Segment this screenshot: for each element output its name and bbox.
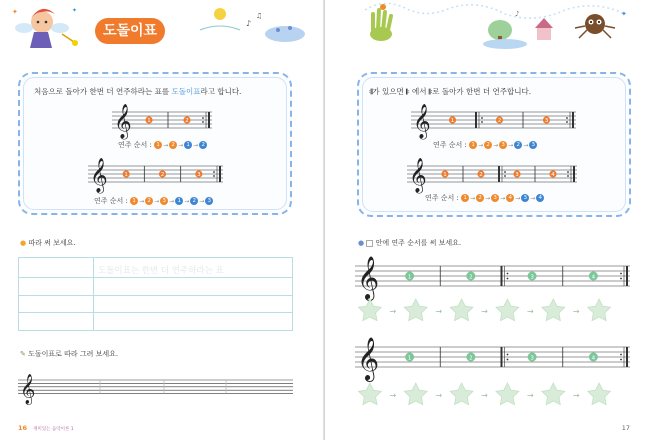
repeat-text <box>369 86 531 97</box>
measure-number-label: 2 <box>160 171 165 178</box>
repeat-dot <box>620 273 622 275</box>
write-title: 따라 써 보세요. <box>28 239 76 247</box>
arrow-icon: → <box>199 198 205 205</box>
measure-number-label: 2 <box>469 274 473 281</box>
repeat-dot <box>481 117 483 119</box>
start-repeat-sign-icon: 𝄆 <box>406 88 410 96</box>
left-page-footer <box>18 424 74 432</box>
order-step: 2 <box>514 141 522 149</box>
arrow-icon: → <box>526 307 534 316</box>
repeat-dot <box>504 175 506 177</box>
drawing-staff[interactable] <box>18 370 293 405</box>
measure-number-label: 2 <box>185 117 189 124</box>
measure-number-label: 1 <box>443 171 447 178</box>
right-header-decoration <box>325 0 650 52</box>
order-label: 연주 순서 : <box>425 194 462 202</box>
measure-number-label: 3 <box>530 355 534 362</box>
arrow-icon: → <box>178 142 184 149</box>
answer-star[interactable] <box>359 383 382 405</box>
answer-star[interactable] <box>450 299 473 321</box>
order-step: 4 <box>506 194 514 202</box>
order-step: 3 <box>521 194 529 202</box>
left-order-2 <box>94 196 213 206</box>
measure-number-label: 1 <box>407 274 412 281</box>
draw-section-title <box>20 349 118 359</box>
svg-text:♪: ♪ <box>246 19 252 28</box>
measure-number-label: 2 <box>469 355 473 362</box>
right-order-1 <box>433 140 537 150</box>
repeat-dot <box>620 354 622 356</box>
answer-star[interactable] <box>542 383 565 405</box>
order-step: 3 <box>160 197 168 205</box>
repeat-dot <box>566 117 568 119</box>
answer-star[interactable] <box>496 383 519 405</box>
right-staff-2 <box>407 158 577 194</box>
write-section-title <box>20 238 76 248</box>
arrow-icon: → <box>500 195 506 202</box>
arrow-icon: → <box>389 307 397 316</box>
order-step: 2 <box>476 194 484 202</box>
exercise-staff-1 <box>355 255 630 299</box>
arrow-icon: → <box>485 195 491 202</box>
answer-star[interactable] <box>359 299 382 321</box>
measure-number-label: 1 <box>147 117 151 124</box>
definition-text <box>34 86 241 97</box>
treble-clef-icon: 𝄞 <box>20 374 36 405</box>
arrow-icon: → <box>530 195 536 202</box>
measure-number-label: 4 <box>591 355 596 362</box>
exercise-title: 안에 연주 순서를 써 보세요. <box>375 239 462 247</box>
writing-grid[interactable] <box>18 257 293 331</box>
smiley-icon: ● <box>20 239 27 247</box>
order-step: 2 <box>199 141 207 149</box>
draw-title: 도돌이표로 따라 그려 보세요. <box>28 350 119 358</box>
repeat-intro-after: 로 돌아가 한번 더 연주합니다. <box>432 87 532 96</box>
answer-star[interactable] <box>588 299 611 321</box>
measure-number-label: 4 <box>591 274 596 281</box>
arrow-icon: → <box>508 142 514 149</box>
arrow-icon: → <box>163 142 169 149</box>
order-step: 1 <box>184 141 192 149</box>
repeat-dot <box>566 121 568 123</box>
left-order-1 <box>118 140 207 150</box>
left-staff-2 <box>88 158 223 194</box>
order-step: 1 <box>461 194 469 202</box>
right-order-2 <box>425 193 544 203</box>
end-repeat-sign-icon: 𝄇 <box>369 88 373 96</box>
order-step: 2 <box>145 197 153 205</box>
measure-number-label: 3 <box>530 274 534 281</box>
intro-before: 처음으로 돌아가 한번 더 연주하라는 표를 <box>34 87 172 96</box>
order-step: 4 <box>536 194 544 202</box>
exercise-section-title <box>358 238 461 248</box>
arrow-icon: → <box>481 391 488 400</box>
repeat-dot <box>567 175 569 177</box>
repeat-dot <box>567 171 569 173</box>
treble-clef-icon: 𝄞 <box>413 104 431 140</box>
repeat-dot <box>213 175 215 177</box>
order-step: 2 <box>190 197 198 205</box>
treble-clef-icon: 𝄞 <box>409 158 427 194</box>
repeat-dot <box>202 117 204 119</box>
measure-number-label: 2 <box>497 117 502 124</box>
answer-box-icon <box>366 240 373 247</box>
order-step: 1 <box>130 197 138 205</box>
book-title-footer: 재미있는 음악이론 1 <box>33 427 74 432</box>
order-step: 2 <box>484 141 492 149</box>
arrow-icon: → <box>493 142 499 149</box>
order-step: 1 <box>469 141 477 149</box>
arrow-icon: → <box>526 391 534 400</box>
arrow-icon: → <box>572 391 580 400</box>
answer-star[interactable] <box>542 299 565 321</box>
exercise-staff-2 <box>355 336 630 380</box>
left-page-number: 16 <box>18 424 28 432</box>
measure-number-label: 3 <box>197 171 201 178</box>
arrow-icon: → <box>154 198 160 205</box>
svg-text:✦: ✦ <box>72 7 78 14</box>
measure-number-label: 2 <box>479 171 483 178</box>
intro-after: 라고 합니다. <box>200 87 242 96</box>
right-staff-1 <box>411 104 576 140</box>
treble-clef-icon: 𝄞 <box>90 158 108 194</box>
answer-star[interactable] <box>404 383 427 405</box>
repeat-intro-before: 가 있으면 <box>372 87 407 96</box>
order-label: 연주 순서 : <box>94 197 131 205</box>
svg-text:✦: ✦ <box>621 10 627 18</box>
arrow-icon: → <box>193 142 199 149</box>
arrow-icon: → <box>435 307 443 316</box>
order-step: 1 <box>154 141 162 149</box>
measure-number-label: 3 <box>515 171 519 178</box>
repeat-dot <box>507 278 509 280</box>
order-step: 2 <box>169 141 177 149</box>
measure-number-label: 3 <box>544 117 549 124</box>
repeat-dot <box>620 278 622 280</box>
answer-star[interactable] <box>404 299 427 321</box>
measure-number-label: 4 <box>551 171 555 178</box>
answer-stars-row-2[interactable] <box>355 380 630 410</box>
arrow-icon: → <box>389 391 397 400</box>
svg-text:♪: ♪ <box>515 10 520 18</box>
repeat-dot <box>507 273 509 275</box>
arrow-icon: → <box>481 307 488 316</box>
repeat-dot <box>213 171 215 173</box>
answer-stars-row-1[interactable] <box>355 296 630 326</box>
arrow-icon: → <box>169 198 175 205</box>
arrow-icon: → <box>184 198 190 205</box>
treble-clef-icon: 𝄞 <box>357 336 380 380</box>
answer-star[interactable] <box>450 383 473 405</box>
treble-clef-icon: 𝄞 <box>357 255 380 299</box>
arrow-icon: → <box>470 195 476 202</box>
arrow-icon: → <box>435 391 443 400</box>
order-step: 3 <box>499 141 507 149</box>
order-label: 연주 순서 : <box>433 141 470 149</box>
order-step: 3 <box>491 194 499 202</box>
table-watermark: 도돌이표는 한번 더 연주하라는 표 <box>98 266 224 276</box>
repeat-dot <box>202 121 204 123</box>
arrow-icon: → <box>572 307 580 316</box>
svg-text:✦: ✦ <box>12 8 18 16</box>
repeat-dot <box>507 359 509 361</box>
left-header-doodle <box>190 0 310 50</box>
order-step: 3 <box>205 197 213 205</box>
repeat-dot <box>504 171 506 173</box>
mascot-icon: ● <box>358 239 365 247</box>
intro-term: 도돌이표 <box>171 87 201 96</box>
right-page-number: 17 <box>621 424 630 432</box>
measure-number-label: 1 <box>407 355 412 362</box>
answer-star[interactable] <box>496 299 519 321</box>
chapter-title: 도돌이표 <box>95 18 165 44</box>
start-repeat-sign-icon-2: 𝄆 <box>428 88 433 96</box>
repeat-intro-mid: 에서 <box>409 87 429 96</box>
svg-text:♫: ♫ <box>256 12 263 20</box>
order-step: 3 <box>529 141 537 149</box>
arrow-icon: → <box>515 195 521 202</box>
order-step: 1 <box>175 197 183 205</box>
measure-number-label: 1 <box>124 171 128 178</box>
repeat-dot <box>481 121 483 123</box>
answer-star[interactable] <box>588 383 611 405</box>
arrow-icon: → <box>523 142 529 149</box>
treble-clef-icon: 𝄞 <box>114 104 132 140</box>
repeat-dot <box>507 354 509 356</box>
right-page <box>325 0 650 440</box>
arrow-icon: → <box>139 198 145 205</box>
repeat-dot <box>620 359 622 361</box>
measure-number-label: 1 <box>450 117 455 124</box>
pencil-character-icon: ✎ <box>20 350 26 358</box>
order-label: 연주 순서 : <box>118 141 155 149</box>
left-staff-1 <box>112 104 212 140</box>
arrow-icon: → <box>478 142 484 149</box>
